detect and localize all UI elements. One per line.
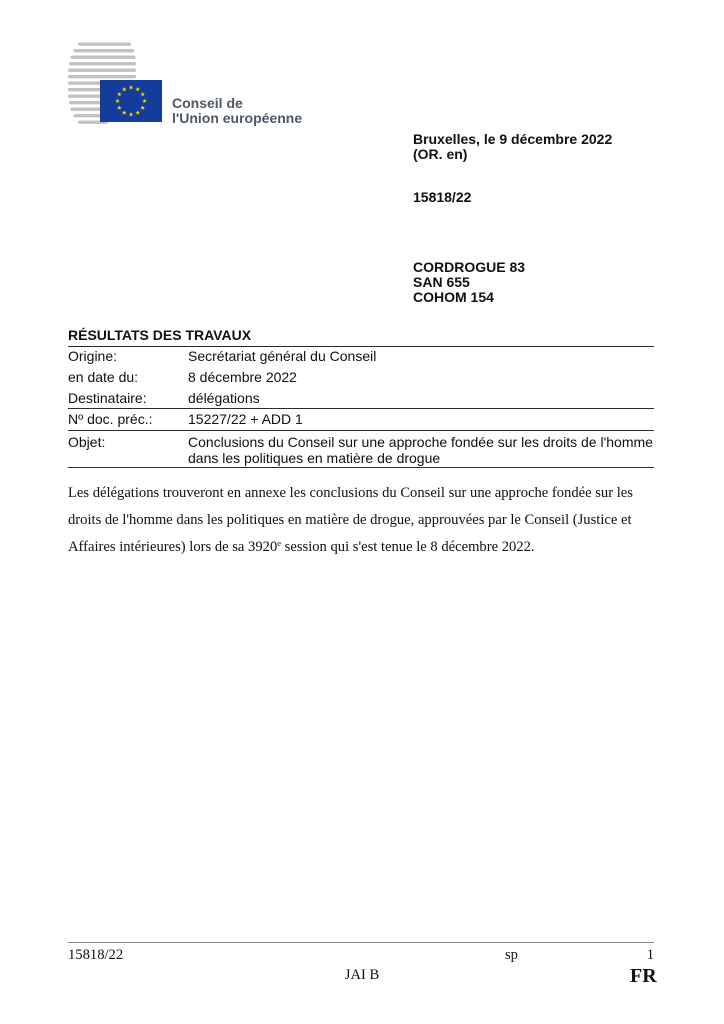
row-value-line: Conclusions du Conseil sur une approche fondée sur les droits de l'homme xyxy=(188,434,653,450)
table-divider xyxy=(68,346,654,347)
paragraph-line xyxy=(68,534,633,562)
row-value: Secrétariat général du Conseil xyxy=(188,348,377,364)
footer-unit: JAI B xyxy=(344,967,380,983)
paragraph-text: Affaires intérieures) lors de sa 3920 xyxy=(68,539,278,555)
document-date-block xyxy=(413,132,612,162)
table-divider xyxy=(68,467,654,468)
logo-stripe xyxy=(74,49,135,52)
paragraph-text: session qui s'est tenue le 8 décembre 2022. xyxy=(281,539,535,555)
footer-divider xyxy=(68,942,654,943)
document-code: COHOM 154 xyxy=(413,289,494,305)
footer-initials: sp xyxy=(505,947,518,963)
table-row xyxy=(68,370,654,385)
table-row xyxy=(68,434,654,466)
organisation-name-line: Conseil de xyxy=(172,95,243,111)
language-code: FR xyxy=(630,965,657,987)
place-date: Bruxelles, le 9 décembre 2022 xyxy=(413,131,613,147)
original-language: (OR. en) xyxy=(413,146,468,162)
results-heading: RÉSULTATS DES TRAVAUX xyxy=(68,327,252,343)
table-divider xyxy=(68,430,654,431)
ordinal-superscript: e xyxy=(277,538,282,548)
row-label: en date du: xyxy=(68,369,139,385)
row-label: Nº doc. préc.: xyxy=(68,411,153,427)
logo-stripe xyxy=(68,75,136,78)
row-value xyxy=(188,434,653,466)
document-code: CORDROGUE 83 xyxy=(413,259,526,275)
row-value: délégations xyxy=(188,390,260,406)
table-row xyxy=(68,349,654,364)
organisation-name xyxy=(172,96,302,126)
document-code: SAN 655 xyxy=(413,274,470,290)
logo-stripe xyxy=(71,56,136,59)
row-value: 8 décembre 2022 xyxy=(188,369,297,385)
row-label: Destinataire: xyxy=(68,390,147,406)
council-emblem-icon xyxy=(60,36,170,128)
page-number: 1 xyxy=(646,947,654,963)
paragraph-line: droits de l'homme dans les politiques en matière de drogue, approuvées par le Conseil (Justice et xyxy=(68,512,632,528)
organisation-name-line: l'Union européenne xyxy=(172,110,303,126)
logo-stripe xyxy=(68,69,136,72)
document-number: 15818/22 xyxy=(413,189,472,205)
row-label: Origine: xyxy=(68,348,118,364)
table-row xyxy=(68,391,654,406)
paragraph-line: Les délégations trouveront en annexe les conclusions du Conseil sur une approche fondée sur les xyxy=(68,485,633,501)
table-row xyxy=(68,412,654,427)
table-divider xyxy=(68,408,654,409)
row-value-line: dans les politiques en matière de drogue xyxy=(188,450,441,466)
logo-stripe xyxy=(69,62,136,65)
body-paragraph xyxy=(68,480,633,562)
document-codes xyxy=(413,260,525,305)
logo-stripe xyxy=(78,43,131,46)
row-value: 15227/22 + ADD 1 xyxy=(188,411,303,427)
footer-document-number: 15818/22 xyxy=(68,947,124,963)
row-label: Objet: xyxy=(68,434,106,450)
